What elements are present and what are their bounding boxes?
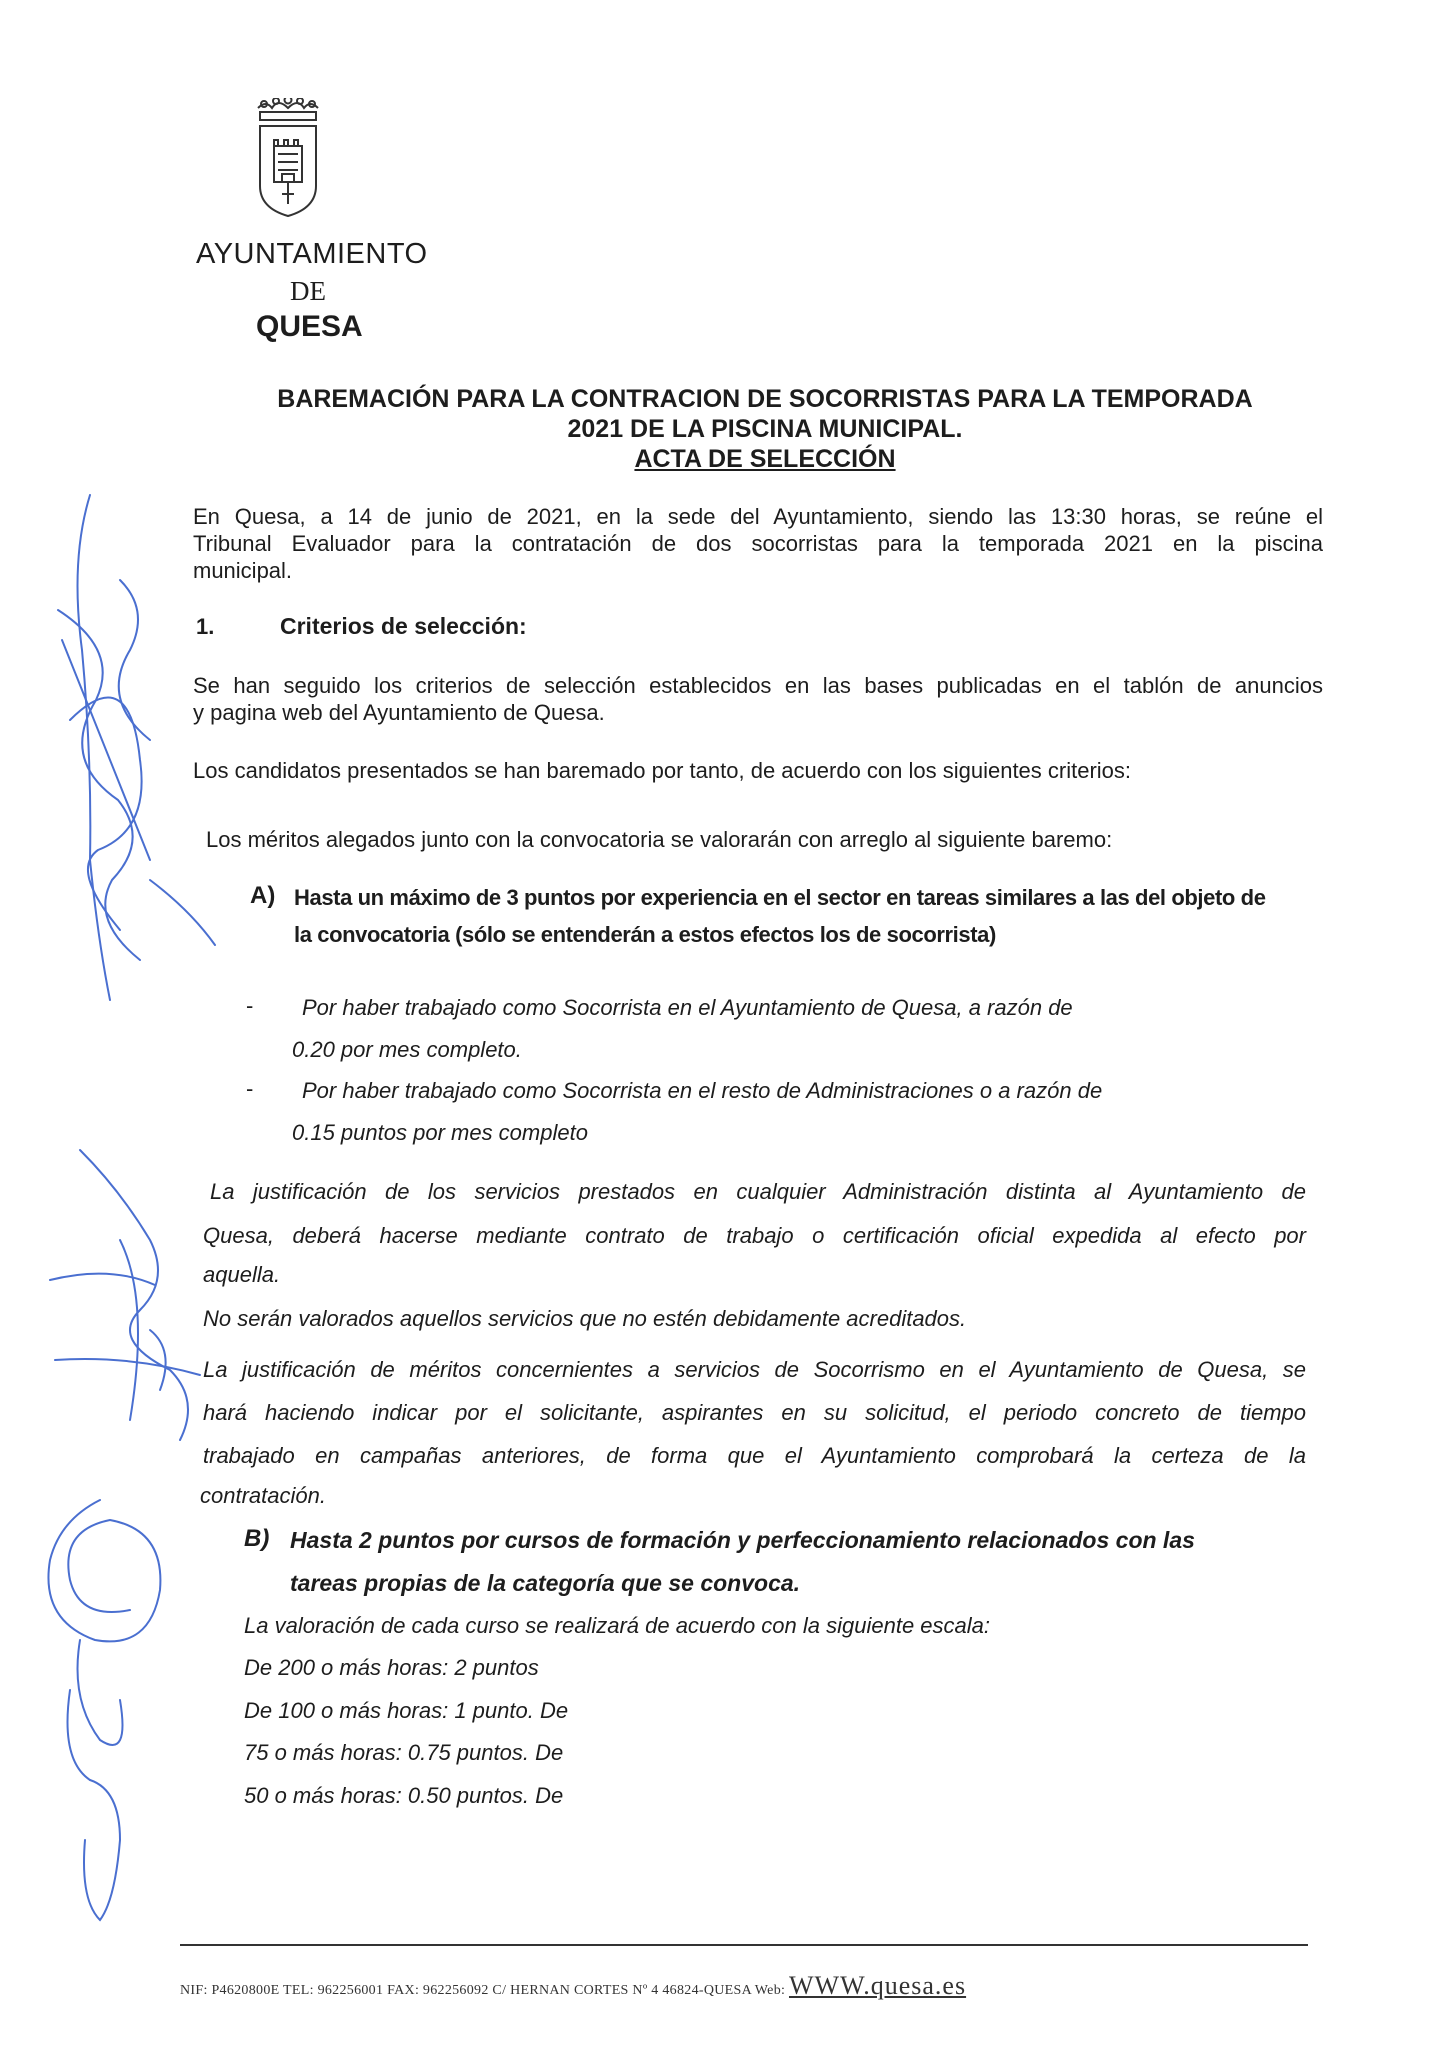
scale-item: De 200 o más horas: 2 puntos [244,1655,539,1680]
justification-line: aquella. [203,1262,281,1287]
footer-website-link[interactable]: WWW.quesa.es [788,1971,967,2000]
coat-of-arms-icon [252,98,324,222]
intro-line: Tribunal Evaluador para la contratación de dos socorristas para la temporada 2021 en la piscina [193,531,1323,556]
footer-contact-info: NIF: P4620800E TEL: 962256001 FAX: 962256092 C/ HERNAN CORTES Nº 4 46824-QUESA Web: [180,1983,789,1998]
criterion-b-letter: B) [244,1525,270,1552]
organization-name: AYUNTAMIENTO [196,238,428,270]
justification-line: contratación. [200,1483,326,1508]
section-paragraph-line: y pagina web del Ayuntamiento de Quesa. [193,700,605,725]
list-bullet: - [246,1076,254,1101]
document-title-line2: 2021 DE LA PISCINA MUNICIPAL. [567,415,963,443]
list-bullet: - [246,993,254,1018]
justification-line: hará haciendo indicar por el solicitante, aspirantes en su solicitud, el periodo concreto de tiempo [203,1400,1306,1425]
scale-item: 75 o más horas: 0.75 puntos. De [244,1740,564,1765]
criterion-b-heading-line: tareas propias de la categoría que se convoca. [290,1570,801,1596]
criterion-a-item-line: 0.20 por mes completo. [292,1037,522,1062]
criterion-a-item-line: Por haber trabajado como Socorrista en el resto de Administraciones o a razón de [302,1078,1103,1103]
section-paragraph-line: Se han seguido los criterios de selección establecidos en las bases publicadas en el tablón de anuncios [193,673,1323,698]
criterion-a-heading-line: la convocatoria (sólo se entenderán a estos efectos los de socorrista) [294,922,996,947]
section-paragraph: Los méritos alegados junto con la convocatoria se valorarán con arreglo al siguiente baremo: [206,827,1113,852]
document-subtitle: ACTA DE SELECCIÓN [634,445,896,473]
document-title-line1: BAREMACIÓN PARA LA CONTRACION DE SOCORRISTAS PARA LA TEMPORADA [277,385,1253,413]
justification-line: La justificación de los servicios prestados en cualquier Administración distinta al Ayuntamiento de [210,1179,1306,1204]
justification-line: La justificación de méritos concernientes a servicios de Socorrismo en el Ayuntamiento de Quesa, se [203,1357,1306,1382]
section-paragraph: Los candidatos presentados se han baremado por tanto, de acuerdo con los siguientes criterios: [193,758,1132,783]
footer [180,1971,966,2001]
organization-town: QUESA [256,310,363,343]
footer-divider [180,1944,1308,1946]
organization-preposition: DE [290,276,326,306]
criterion-a-letter: A) [250,882,276,909]
criterion-a-item-line: Por haber trabajado como Socorrista en el Ayuntamiento de Quesa, a razón de [302,995,1073,1020]
justification-line: trabajado en campañas anteriores, de forma que el Ayuntamiento comprobará la certeza de la [203,1443,1306,1468]
criterion-b-heading-line: Hasta 2 puntos por cursos de formación y perfeccionamiento relacionados con las [290,1527,1195,1553]
intro-line: municipal. [193,558,293,583]
justification-line: Quesa, deberá hacerse mediante contrato de trabajo o certificación oficial expedida al efecto por [203,1223,1306,1248]
section-number: 1. [196,614,215,639]
section-heading: Criterios de selección: [280,613,527,639]
justification-paragraph: No serán valorados aquellos servicios que no estén debidamente acreditados. [203,1306,967,1331]
scale-item: 50 o más horas: 0.50 puntos. De [244,1783,564,1808]
scale-item: De 100 o más horas: 1 punto. De [244,1698,569,1723]
scale-intro: La valoración de cada curso se realizará de acuerdo con la siguiente escala: [244,1613,991,1638]
intro-line: En Quesa, a 14 de junio de 2021, en la sede del Ayuntamiento, siendo las 13:30 horas, se reúne el [193,504,1323,529]
criterion-a-heading-line: Hasta un máximo de 3 puntos por experiencia en el sector en tareas similares a las del objeto de [294,885,1266,910]
criterion-a-item-line: 0.15 puntos por mes completo [292,1120,588,1145]
